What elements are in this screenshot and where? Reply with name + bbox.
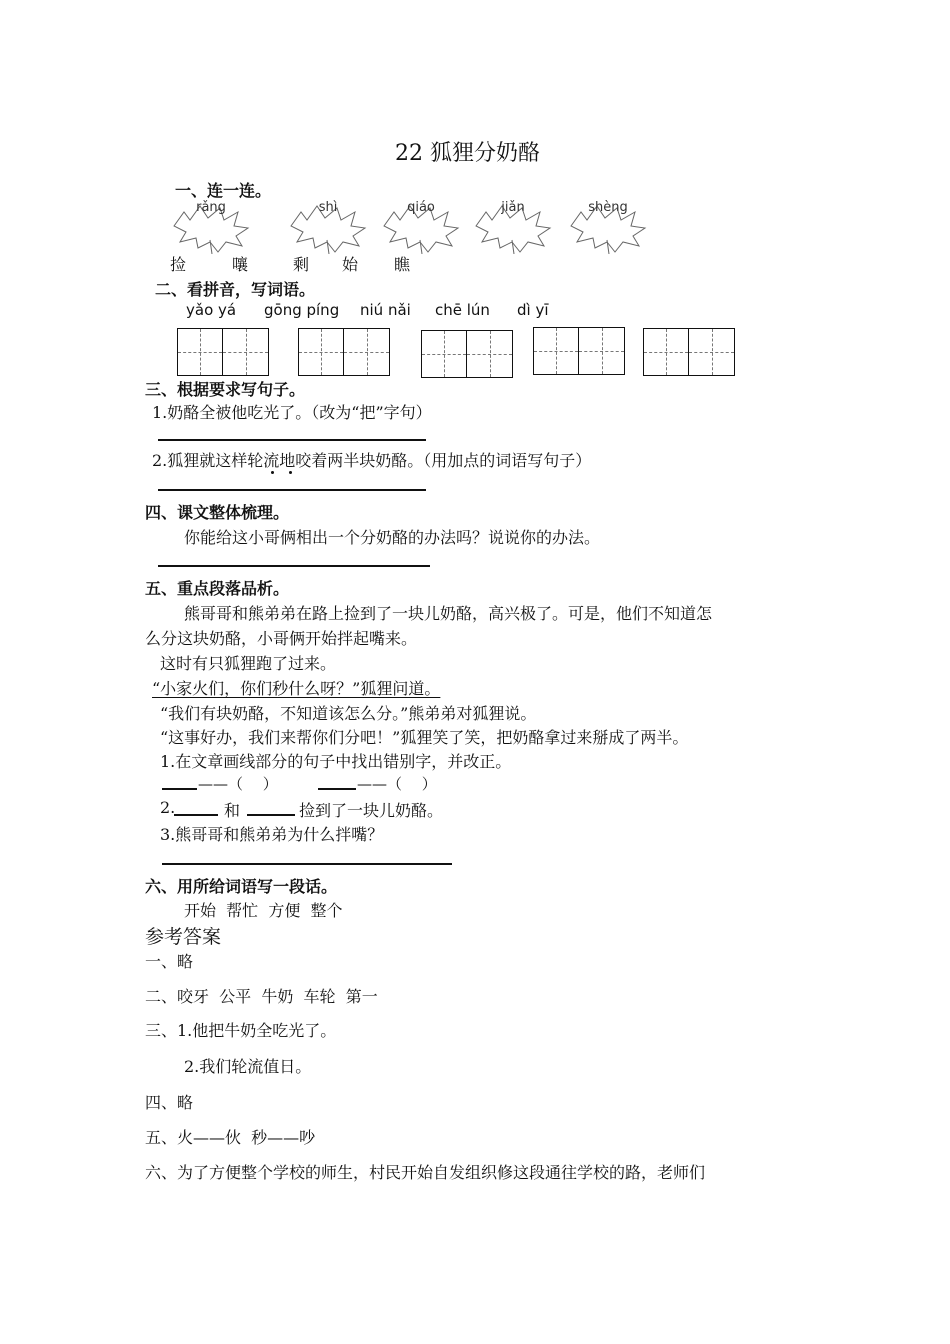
- question-4: 你能给这小哥俩相出一个分奶酪的办法吗？说说你的办法。: [184, 528, 601, 547]
- passage-line: “这事好办，我们来帮你们分吧！”狐狸笑了笑，把奶酪拿过来掰成了两半。: [160, 728, 689, 747]
- question-5-2-prefix: 2.: [160, 798, 176, 817]
- answer-2: 二、咬牙 公平 牛奶 车轮 第一: [145, 987, 378, 1006]
- correction-blank: ——（ ）: [357, 775, 437, 793]
- pinyin-word: niú nǎi: [360, 301, 411, 319]
- leaf-4: [470, 202, 556, 254]
- answer-3-1: 三、1.他把牛奶全吃光了。: [145, 1021, 337, 1040]
- given-words: 开始 帮忙 方便 整个: [184, 901, 343, 920]
- question-5-2-suffix: 捡到了一块儿奶酪。: [299, 801, 444, 820]
- pinyin-word: dì yī: [517, 301, 549, 319]
- leaf-1: [168, 202, 254, 254]
- match-char: 瞧: [394, 255, 411, 274]
- passage-line: “我们有块奶酪，不知道该怎么分。”熊弟弟对狐狸说。: [160, 704, 537, 723]
- leaf-pinyin: qiáo: [407, 200, 435, 215]
- writing-grid[interactable]: [298, 328, 390, 376]
- question-5-3: 3.熊哥哥和熊弟弟为什么拌嘴？: [160, 825, 384, 844]
- answer-4: 四、略: [145, 1093, 194, 1112]
- answer-line[interactable]: [158, 439, 426, 441]
- answer-3-2: 2.我们轮流值日。: [184, 1057, 312, 1076]
- answer-line[interactable]: [162, 863, 452, 865]
- pinyin-word: yǎo yá: [186, 301, 237, 319]
- question-5-1: 1.在文章画线部分的句子中找出错别字，并改正。: [160, 752, 512, 771]
- match-char: 始: [342, 255, 359, 274]
- match-char: 捡: [170, 255, 187, 274]
- answer-blank[interactable]: [318, 788, 356, 790]
- emphasis-dot: [271, 471, 274, 474]
- pinyin-word: gōng píng: [264, 301, 340, 319]
- correction-blank: ——（ ）: [198, 775, 278, 793]
- question-5-2-and: 和: [224, 801, 241, 820]
- leaf-3: [378, 202, 464, 254]
- leaf-pinyin: rǎng: [196, 200, 226, 215]
- emphasis-dot: [289, 471, 292, 474]
- leaf-pinyin: shì: [318, 200, 338, 215]
- passage-line: 这时有只狐狸跑了过来。: [160, 654, 337, 673]
- writing-grid[interactable]: [643, 328, 735, 376]
- match-char: 嚷: [232, 255, 249, 274]
- page-title: 22 狐狸分奶酪: [395, 141, 540, 166]
- leaf-pinyin: jiǎn: [501, 200, 525, 215]
- answers-heading: 参考答案: [145, 926, 222, 948]
- section-5-heading: 五、重点段落品析。: [145, 579, 290, 598]
- answer-line[interactable]: [158, 489, 426, 491]
- question-3-1: 1.奶酪全被他吃光了。（改为“把”字句）: [152, 403, 432, 422]
- answer-blank[interactable]: [162, 788, 197, 790]
- passage-underlined-line: “小家火们，你们秒什么呀？”狐狸问道。: [152, 679, 441, 698]
- answer-blank[interactable]: [174, 814, 218, 816]
- answer-1: 一、略: [145, 952, 194, 971]
- leaf-pinyin: shèng: [588, 200, 628, 215]
- writing-grid[interactable]: [533, 327, 625, 375]
- section-4-heading: 四、课文整体梳理。: [145, 503, 290, 522]
- answer-5: 五、火——伙 秒——吵: [145, 1128, 316, 1147]
- section-1-heading: 一、连一连。: [175, 181, 272, 200]
- section-6-heading: 六、用所给词语写一段话。: [145, 877, 338, 896]
- passage-line: 么分这块奶酪，小哥俩开始拌起嘴来。: [145, 629, 418, 648]
- answer-line[interactable]: [158, 565, 430, 567]
- passage-line: 熊哥哥和熊弟弟在路上捡到了一块儿奶酪，高兴极了。可是，他们不知道怎: [184, 604, 713, 623]
- pinyin-word: chē lún: [435, 301, 490, 319]
- section-2-heading: 二、看拼音，写词语。: [155, 280, 316, 299]
- match-char: 剩: [293, 255, 310, 274]
- question-3-2: 2.狐狸就这样轮流地咬着两半块奶酪。（用加点的词语写句子）: [152, 451, 592, 470]
- writing-grid[interactable]: [421, 330, 513, 378]
- answer-6: 六、为了方便整个学校的师生，村民开始自发组织修这段通往学校的路，老师们: [145, 1163, 706, 1182]
- leaf-5: [565, 202, 651, 254]
- writing-grid[interactable]: [177, 328, 269, 376]
- leaf-2: [285, 202, 371, 254]
- answer-blank[interactable]: [247, 814, 295, 816]
- section-3-heading: 三、根据要求写句子。: [145, 380, 306, 399]
